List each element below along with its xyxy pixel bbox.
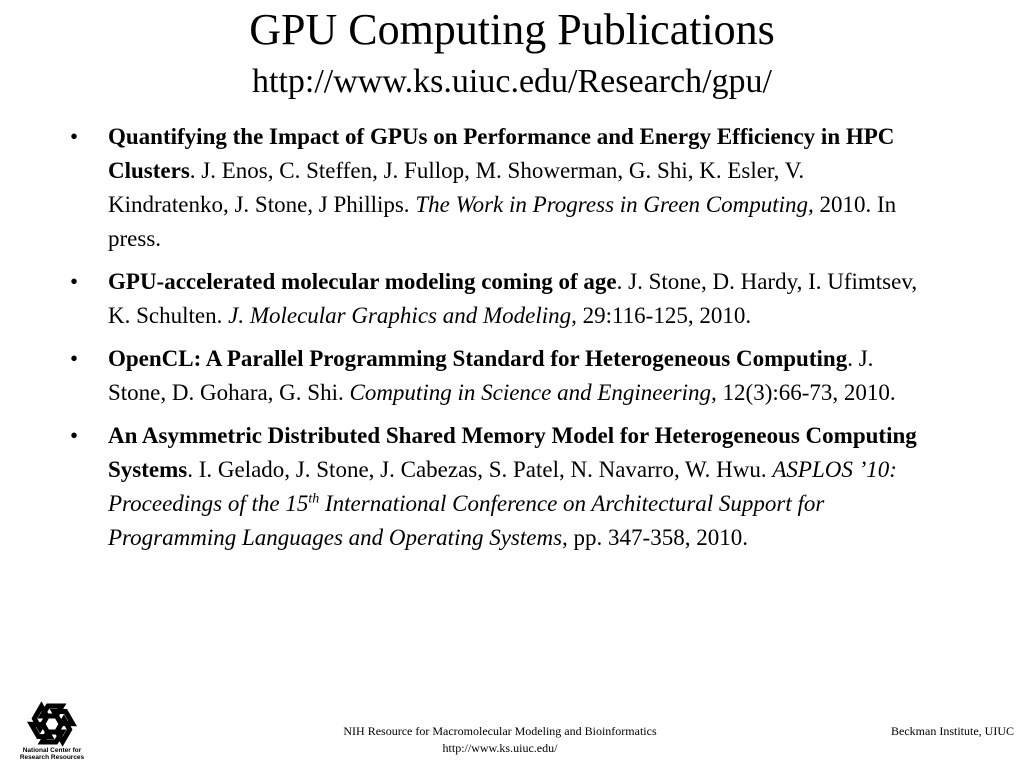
logo-text-line1: National Center for: [22, 747, 82, 754]
publication-item: [70, 342, 930, 410]
publication-venue: J. Molecular Graphics and Modeling,: [228, 303, 577, 328]
publication-details: 12(3):66-73, 2010.: [716, 380, 896, 405]
publication-title: OpenCL: A Parallel Programming Standard for Heterogeneous Computing: [108, 346, 848, 371]
slide-url: http://www.ks.uiuc.edu/Research/gpu/: [252, 63, 772, 100]
venue-prefix: ASPLOS ’10: Proceedings of the 15: [108, 457, 897, 516]
publication-item: [70, 120, 930, 256]
slide-title: GPU Computing Publications: [249, 5, 775, 54]
bullet-icon: •: [70, 346, 79, 371]
footer-resource-name: NIH Resource for Macromolecular Modeling and Bioinformatics: [343, 724, 657, 738]
publication-authors: . J. Enos, C. Steffen, J. Fullop, M. Showerman, G. Shi, K. Esler, V. Kindratenko, J. Stone, J Phillips.: [108, 158, 805, 217]
bullet-icon: •: [70, 124, 79, 149]
publication-title: Quantifying the Impact of GPUs on Performance and Energy Efficiency in HPC Clusters: [108, 124, 895, 183]
publication-item: [70, 265, 930, 333]
bullet-icon: •: [70, 269, 79, 294]
ncrr-logo-icon: [20, 700, 84, 760]
logo-text-line2: Research Resources: [20, 754, 84, 760]
publication-authors: . I. Gelado, J. Stone, J. Cabezas, S. Patel, N. Navarro, W. Hwu.: [187, 457, 773, 482]
venue-suffix: International Conference on Architectural Support for Programming Languages and Operating Systems,: [108, 491, 825, 550]
publication-authors: . J. Stone, D. Gohara, G. Shi.: [108, 346, 874, 405]
publication-list: [70, 120, 930, 564]
publication-venue: The Work in Progress in Green Computing,: [415, 192, 814, 217]
publication-details: 2010. In press.: [108, 192, 897, 251]
publication-details: 29:116-125, 2010.: [576, 303, 752, 328]
footer-url: http://www.ks.uiuc.edu/: [442, 741, 558, 755]
bullet-icon: •: [70, 423, 79, 448]
publication-item: [70, 419, 930, 555]
publication-venue: Computing in Science and Engineering,: [349, 380, 717, 405]
publication-details: pp. 347-358, 2010.: [567, 525, 748, 550]
publication-title: GPU-accelerated molecular modeling coming of age: [108, 269, 617, 294]
publication-authors: . J. Stone, D. Hardy, I. Ufimtsev, K. Schulten.: [108, 269, 918, 328]
venue-superscript: th: [308, 491, 320, 507]
publication-title: An Asymmetric Distributed Shared Memory Model for Heterogeneous Computing Systems: [108, 423, 917, 482]
footer-center: [250, 723, 750, 757]
footer-institute: Beckman Institute, UIUC: [891, 724, 1014, 738]
